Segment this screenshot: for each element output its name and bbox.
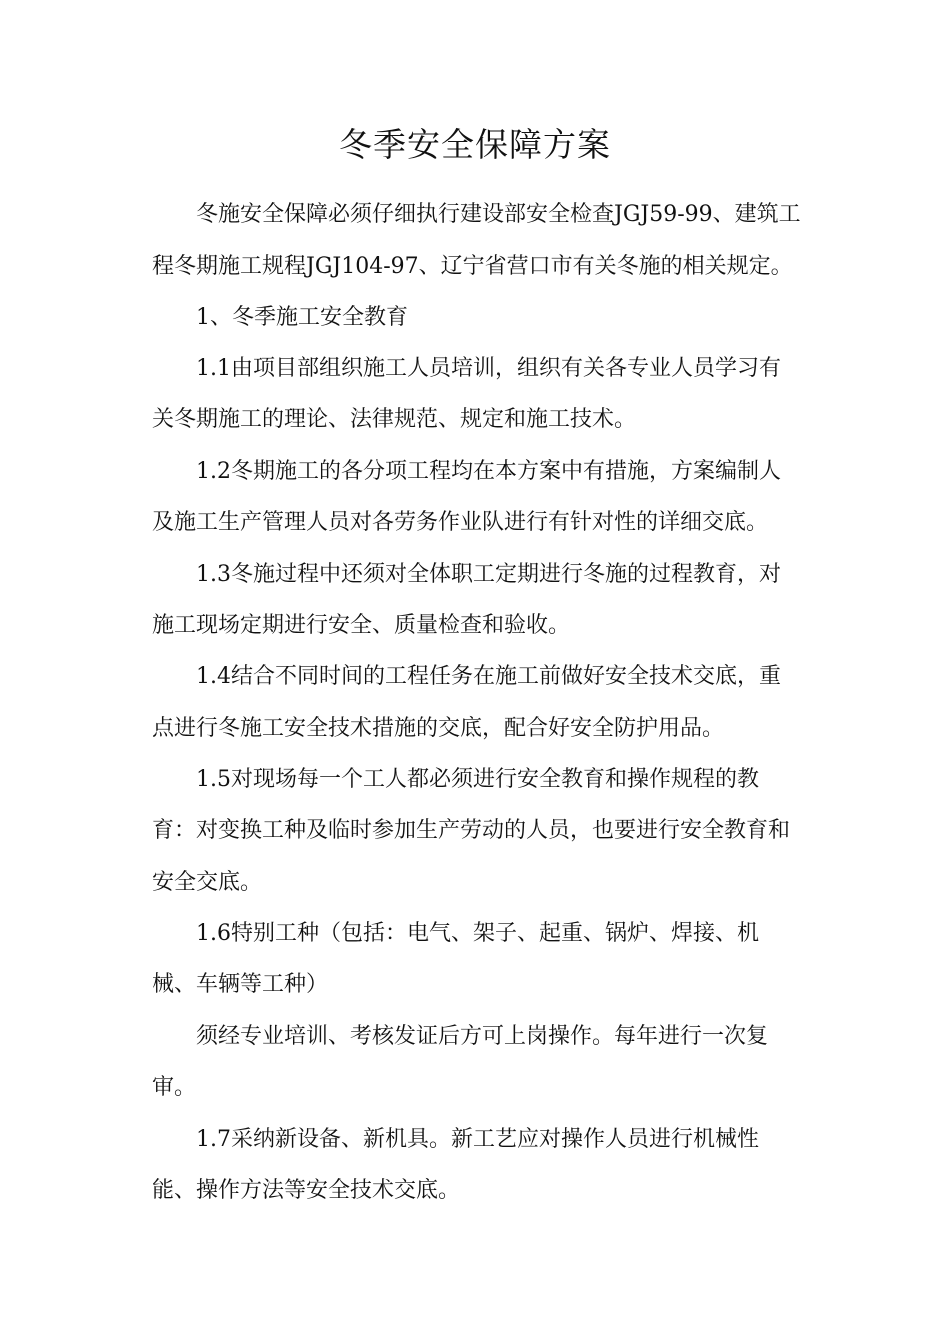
paragraph-line: 1.5对现场每一个工人都必须进行安全教育和操作规程的教 (196, 767, 759, 792)
paragraph-line: 1.4结合不同时间的工程任务在施工前做好安全技术交底，重 (196, 664, 781, 689)
paragraph-line: 程冬期施工规程JGJ104-97、辽宁省营口市有关冬施的相关规定。 (152, 254, 793, 279)
paragraph-line: 须经专业培训、考核发证后方可上岗操作。每年进行一次复 (196, 1024, 769, 1049)
section-heading: 1、冬季施工安全教育 (196, 305, 408, 330)
paragraph-line: 1.2冬期施工的各分项工程均在本方案中有措施，方案编制人 (196, 459, 781, 484)
paragraph-line: 冬施安全保障必须仔细执行建设部安全检查JGJ59-99、建筑工 (196, 202, 801, 227)
paragraph-line: 育：对变换工种及临时参加生产劳动的人员，也要进行安全教育和 (152, 818, 791, 843)
paragraph-line: 1.6特别工种（包括：电气、架子、起重、锅炉、焊接、机 (196, 921, 759, 946)
paragraph-line: 审。 (152, 1075, 197, 1100)
paragraph-line: 关冬期施工的理论、法律规范、规定和施工技术。 (152, 407, 637, 432)
paragraph-line: 1.3冬施过程中还须对全体职工定期进行冬施的过程教育，对 (196, 562, 781, 587)
paragraph-line: 能、操作方法等安全技术交底。 (152, 1178, 461, 1203)
document-title: 冬季安全保障方案 (339, 125, 611, 164)
paragraph-line: 点进行冬施工安全技术措施的交底，配合好安全防护用品。 (152, 716, 725, 741)
paragraph-line: 及施工生产管理人员对各劳务作业队进行有针对性的详细交底。 (152, 510, 769, 535)
paragraph-line: 1.7采纳新设备、新机具。新工艺应对操作人员进行机械性 (196, 1127, 759, 1152)
paragraph-line: 安全交底。 (152, 870, 263, 895)
paragraph-line: 1.1由项目部组织施工人员培训，组织有关各专业人员学习有 (196, 356, 781, 381)
paragraph-line: 施工现场定期进行安全、质量检查和验收。 (152, 613, 571, 638)
paragraph-line: 械、车辆等工种） (152, 972, 329, 997)
